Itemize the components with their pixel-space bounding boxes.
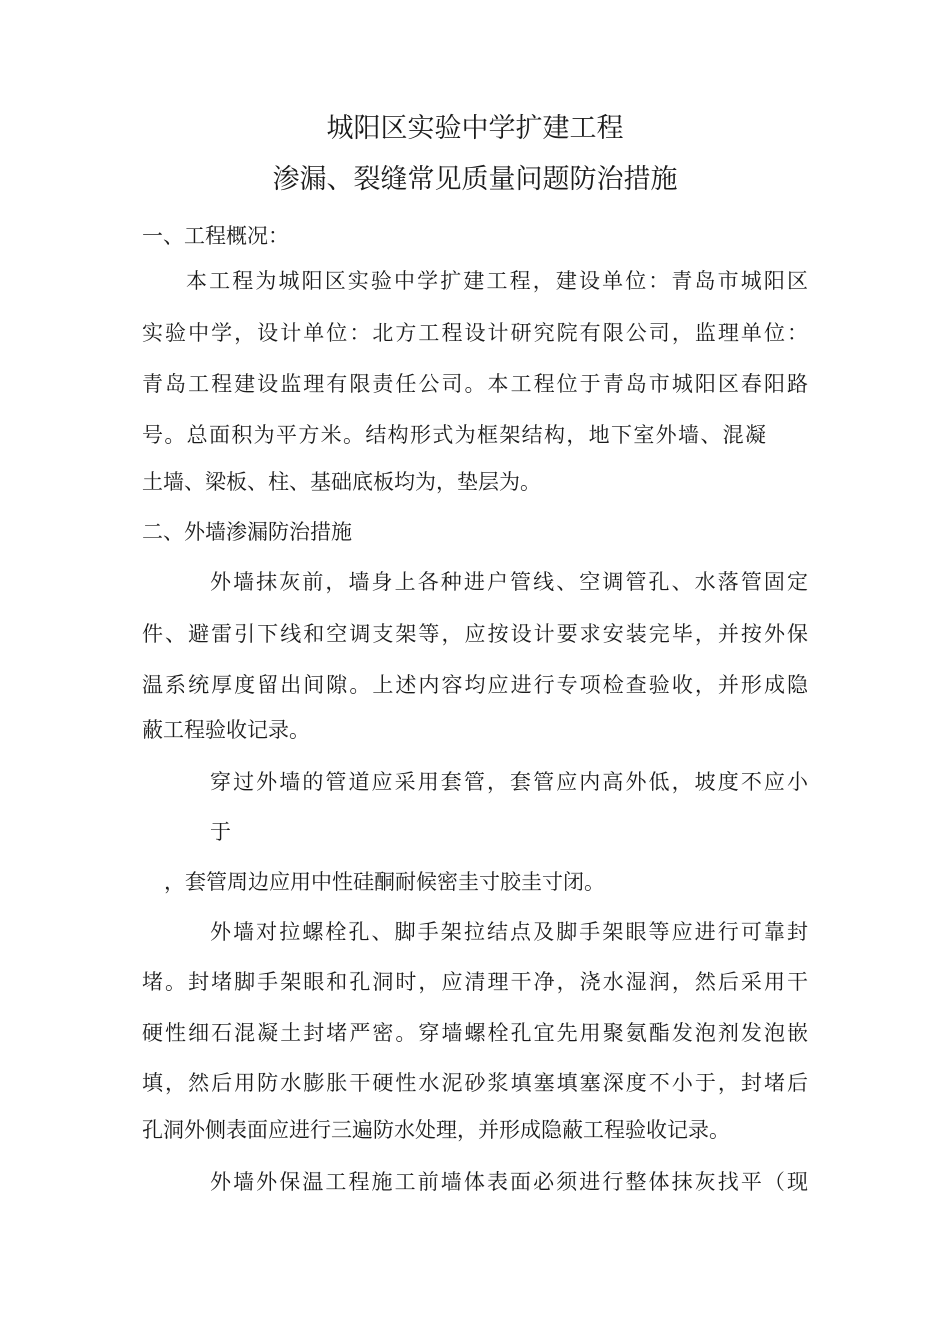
paragraph-line: 堵。封堵脚手架眼和孔洞时，应清理干净，浇水湿润，然后采用干 (142, 970, 808, 994)
paragraph-line: 外墙抹灰前，墙身上各种进户管线、空调管孔、水落管固定 (210, 570, 808, 594)
paragraph-line: 外墙外保温工程施工前墙体表面必须进行整体抹灰找平（现 (210, 1170, 808, 1194)
paragraph-line: 外墙对拉螺栓孔、脚手架拉结点及脚手架眼等应进行可靠封 (210, 920, 808, 944)
section-heading-exterior-wall: 二、外墙渗漏防治措施 (142, 520, 352, 544)
document-title-line1: 城阳区实验中学扩建工程 (326, 113, 624, 144)
paragraph-line: 于 (210, 820, 231, 844)
paragraph-line: 填，然后用防水膨胀干硬性水泥砂浆填塞填塞深度不小于，封堵后 (142, 1071, 808, 1095)
paragraph-line: 号。总面积为平方米。结构形式为框架结构，地下室外墙、混凝 (142, 423, 766, 447)
section-heading-overview: 一、工程概况： (142, 224, 289, 248)
paragraph-line: 青岛工程建设监理有限责任公司。本工程位于青岛市城阳区春阳路 (142, 372, 808, 396)
paragraph-line: 土墙、梁板、柱、基础底板均为，垫层为。 (142, 470, 541, 494)
paragraph-line: 本工程为城阳区实验中学扩建工程，建设单位：青岛市城阳区 (186, 269, 808, 293)
paragraph-line: ，套管周边应用中性硅酮耐候密圭寸胶圭寸闭。 (164, 870, 605, 894)
paragraph-line: 件、避雷引下线和空调支架等，应按设计要求安装完毕，并按外保 (142, 622, 808, 646)
paragraph-line: 孔洞外侧表面应进行三遍防水处理，并形成隐蔽工程验收记录。 (142, 1118, 730, 1142)
paragraph-line: 硬性细石混凝土封堵严密。穿墙螺栓孔宜先用聚氨酯发泡剂发泡嵌 (142, 1021, 808, 1045)
paragraph-line: 蔽工程验收记录。 (142, 718, 310, 742)
paragraph-line: 实验中学，设计单位：北方工程设计研究院有限公司，监理单位： (142, 321, 808, 345)
paragraph-line: 穿过外墙的管道应采用套管，套管应内高外低，坡度不应小 (210, 770, 808, 794)
document-title-line2: 渗漏、裂缝常见质量问题防治措施 (272, 164, 678, 195)
paragraph-line: 温系统厚度留出间隙。上述内容均应进行专项检查验收，并形成隐 (142, 673, 808, 697)
